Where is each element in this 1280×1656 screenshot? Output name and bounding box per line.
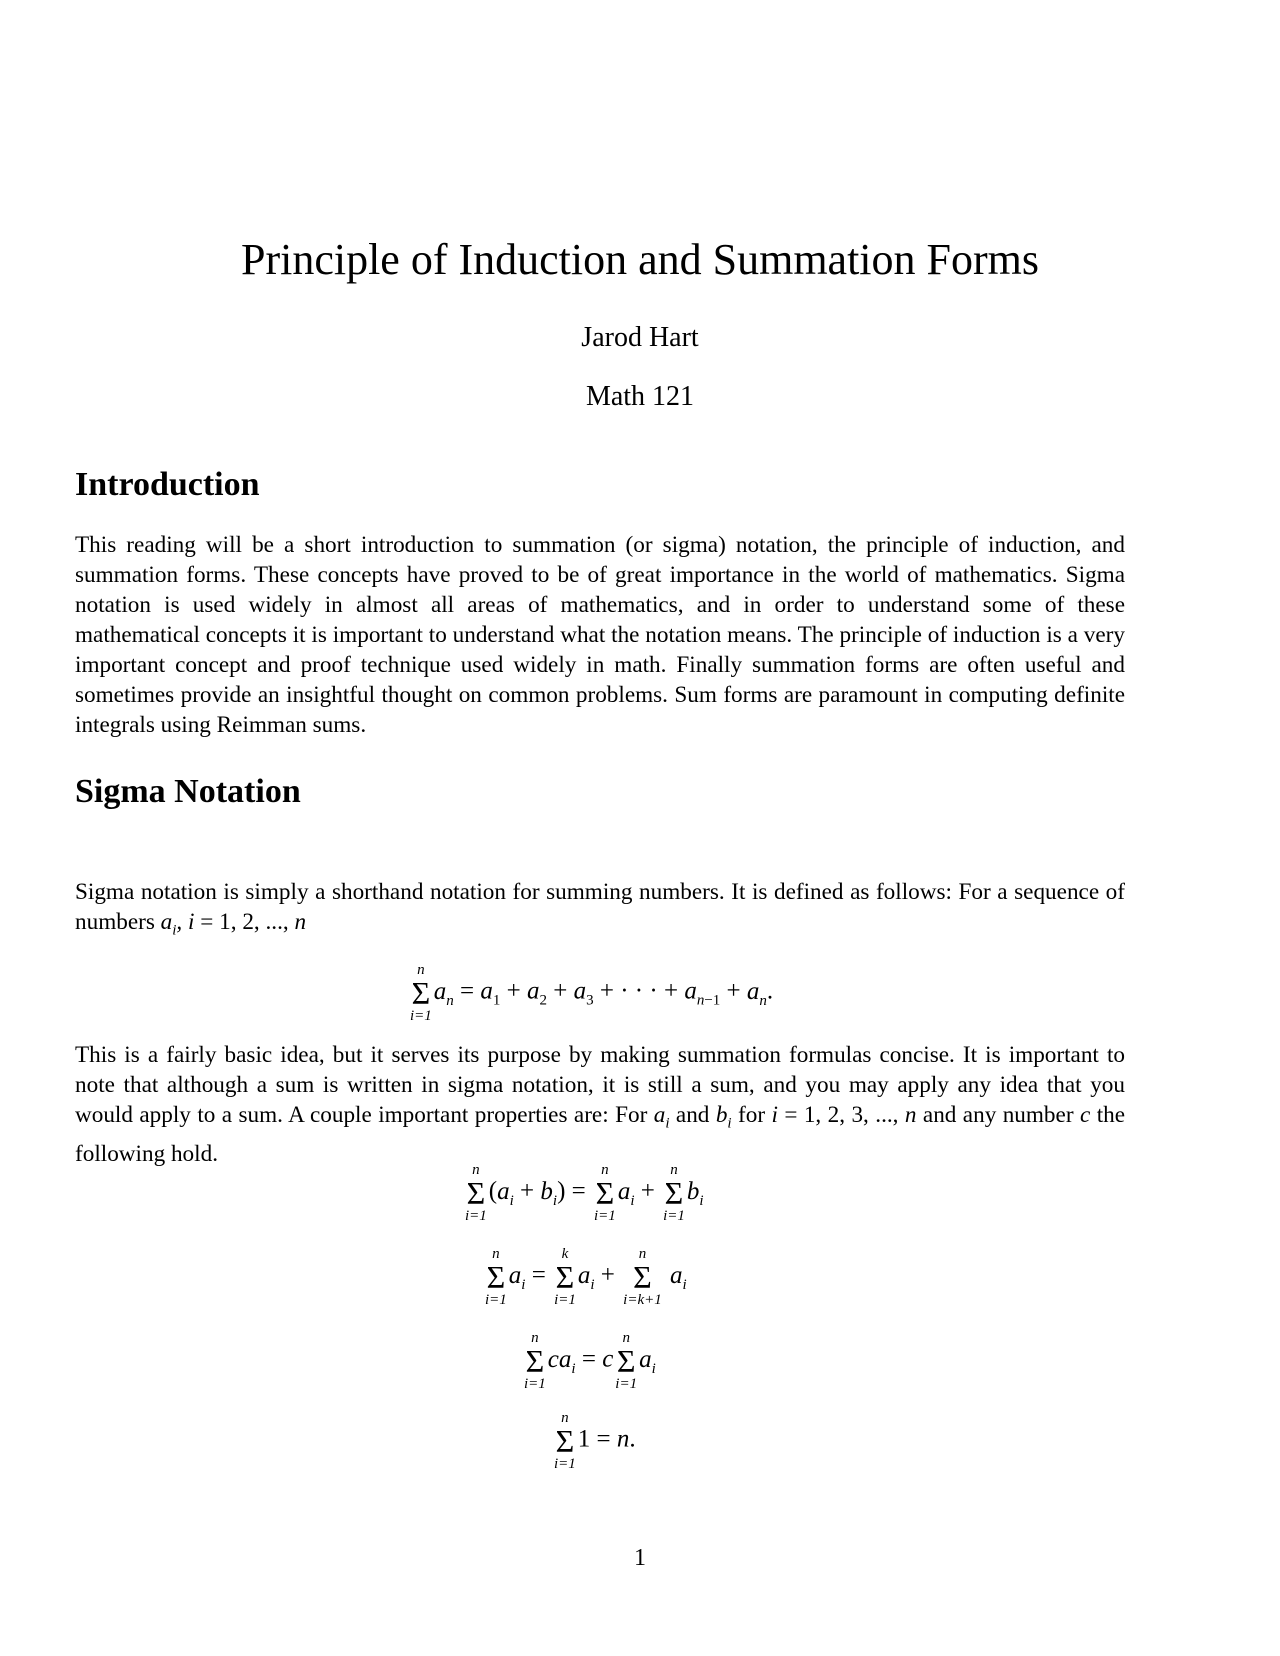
sigma-symbol: n Σ i=1 (524, 1330, 546, 1392)
n-variable: n (294, 909, 307, 935)
sigma-definition-text: Sigma notation is simply a shorthand notation for summing numbers. It is defined as follows: For a sequence of numbers (75, 879, 1125, 935)
a-i-inline: $a_i$ (653, 1102, 670, 1132)
properties-tail: the following hold. (75, 1102, 1126, 1167)
sigma-definition-paragraph: Sigma notation is simply a shorthand notation for summing numbers. It is defined as follows: For a sequence of numbers $a_i$, i = 1, 2, ..., n (75, 879, 1125, 939)
document-title: Principle of Induction and Summation Forms (240, 235, 1040, 284)
n-inline: n (904, 1102, 917, 1128)
sigma-symbol: n Σ i=1 (410, 962, 432, 1024)
section-heading-sigma-notation: Sigma Notation (75, 773, 301, 810)
sigma-symbol: n Σ i=1 (465, 1162, 487, 1224)
sigma-symbol: n Σ i=k+1 (623, 1246, 662, 1308)
sigma-symbol: k Σ i=1 (554, 1246, 576, 1308)
introduction-paragraph: This reading will be a short introduction to summation (or sigma) notation, the principle of induction, and summation forms. These concepts have proved to be of great importance in the world of mathematics. Sigma notation is used widely in almost all areas of mathematics, and in order to understand some of these mathematical concepts it is important to understand what the notation means. The principle of induction is a very important concept and proof technique used widely in math. Finally summation forms are often useful and sometimes provide an insightful thought on common problems. Sum forms are paramount in computing definite integrals using Reimman sums. (75, 532, 1125, 738)
b-i-inline: $b_i$ (715, 1102, 732, 1132)
sigma-definition-equation: n Σ i=1 $a_n = a_1 + a_2 + a_3$ + · · · + $a_{n-1} + a_n$. (410, 962, 774, 1024)
author-name: Jarod Hart (581, 322, 699, 353)
property-count-equation: n Σ i=1 1 = n. (554, 1410, 636, 1472)
course-label: Math 121 (585, 381, 695, 412)
section-heading-introduction: Introduction (75, 466, 260, 503)
sigma-symbol: n Σ i=1 (594, 1162, 616, 1224)
sequence-inline-math: $a_i$, i (160, 909, 195, 939)
page-number: 1 (634, 1545, 646, 1571)
property-linearity-equation: n Σ i=1 $(a_i + b_i)$ = n Σ i=1 $a_i$ + n Σ i=1 $b_i$ (465, 1162, 704, 1224)
properties-paragraph: This is a fairly basic idea, but it serves its purpose by making summation formulas concise. It is important to note that although a sum is written in sigma notation, it is still a sum, and you may apply any idea that you would apply to a sum. A couple important properties are: For $a_i$ and $b_i$ for i = 1, 2, 3, ..., n and any number c the following hold. (75, 1042, 1126, 1167)
property-constant-equation: n Σ i=1 $ca_i = c$ n Σ i=1 $a_i$ (524, 1330, 656, 1392)
sigma-symbol: n Σ i=1 (663, 1162, 685, 1224)
sigma-symbol: n Σ i=1 (554, 1410, 576, 1472)
c-inline: c (1079, 1102, 1091, 1128)
sigma-symbol: n Σ i=1 (485, 1246, 507, 1308)
properties-text: This is a fairly basic idea, but it serves its purpose by making summation formulas concise. It is important to note that although a sum is written in sigma notation, it is still a sum, and you may apply any idea that you would apply to a sum. A couple important properties are: For (75, 1042, 1125, 1128)
i-range-inline: i (771, 1102, 778, 1128)
sigma-symbol: n Σ i=1 (615, 1330, 638, 1392)
property-split-equation: n Σ i=1 $a_i$ = k Σ i=1 $a_i$ + n Σ i=k+1 $a_i$ (485, 1246, 687, 1308)
